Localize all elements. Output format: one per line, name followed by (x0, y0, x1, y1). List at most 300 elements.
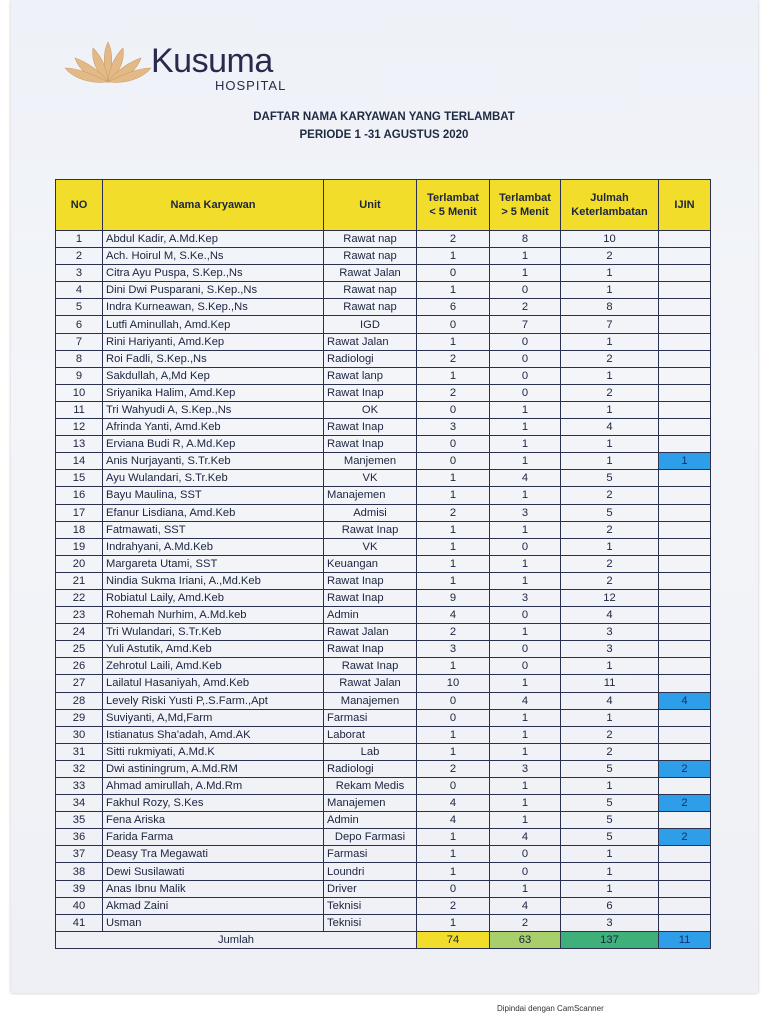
row-name: Lutfi Aminullah, Amd.Kep (103, 316, 324, 333)
row-unit: Teknisi (324, 897, 417, 914)
table-row (56, 641, 711, 658)
row-no: 38 (56, 863, 103, 880)
row-unit: Rawat nap (324, 231, 417, 248)
row-late-gt5: 0 (490, 607, 561, 624)
row-ijin (659, 624, 711, 641)
row-ijin: 2 (659, 760, 711, 777)
row-unit: Depo Farmasi (324, 829, 417, 846)
row-no: 36 (56, 829, 103, 846)
row-name: Tri Wulandari, S.Tr.Keb (103, 624, 324, 641)
row-ijin: 1 (659, 453, 711, 470)
row-ijin (659, 726, 711, 743)
row-total: 2 (561, 350, 659, 367)
row-name: Abdul Kadir, A.Md.Kep (103, 231, 324, 248)
row-late-gt5: 1 (490, 624, 561, 641)
row-total: 12 (561, 589, 659, 606)
row-total: 2 (561, 384, 659, 401)
row-late-lt5: 1 (417, 487, 490, 504)
row-no: 37 (56, 846, 103, 863)
row-no: 32 (56, 760, 103, 777)
row-no: 9 (56, 367, 103, 384)
table-row (56, 350, 711, 367)
row-no: 23 (56, 607, 103, 624)
row-ijin (659, 487, 711, 504)
row-unit: Rawat nap (324, 282, 417, 299)
row-name: Nindia Sukma Iriani, A.,Md.Keb (103, 572, 324, 589)
row-unit: Manajemen (324, 795, 417, 812)
row-late-lt5: 2 (417, 760, 490, 777)
row-late-gt5: 1 (490, 419, 561, 436)
row-late-lt5: 1 (417, 367, 490, 384)
table-row (56, 726, 711, 743)
table-row (56, 709, 711, 726)
row-ijin (659, 504, 711, 521)
row-unit: Radiologi (324, 760, 417, 777)
header-late-gt5-line1: Terlambat (499, 192, 551, 204)
row-late-gt5: 1 (490, 401, 561, 418)
row-ijin (659, 470, 711, 487)
row-late-gt5: 3 (490, 760, 561, 777)
row-name: Farida Farma (103, 829, 324, 846)
row-total: 5 (561, 470, 659, 487)
table-row (56, 829, 711, 846)
row-name: Bayu Maulina, SST (103, 487, 324, 504)
totals-label: Jumlah (56, 931, 417, 948)
row-name: Deasy Tra Megawati (103, 846, 324, 863)
row-late-gt5: 0 (490, 367, 561, 384)
row-late-gt5: 8 (490, 231, 561, 248)
row-unit: Rawat Inap (324, 521, 417, 538)
row-no: 28 (56, 692, 103, 709)
row-ijin (659, 384, 711, 401)
row-name: Sakdullah, A,Md Kep (103, 367, 324, 384)
row-no: 26 (56, 658, 103, 675)
header-total-line2: Keterlambatan (571, 206, 648, 218)
row-late-gt5: 0 (490, 538, 561, 555)
row-ijin (659, 436, 711, 453)
row-no: 34 (56, 795, 103, 812)
row-ijin (659, 658, 711, 675)
row-late-lt5: 1 (417, 572, 490, 589)
row-name: Levely Riski Yusti P,.S.Farm.,Apt (103, 692, 324, 709)
row-ijin (659, 675, 711, 692)
row-total: 1 (561, 333, 659, 350)
row-total: 4 (561, 607, 659, 624)
row-name: Yuli Astutik, Amd.Keb (103, 641, 324, 658)
row-ijin (659, 538, 711, 555)
row-total: 1 (561, 265, 659, 282)
totals-row (56, 931, 711, 948)
row-total: 1 (561, 863, 659, 880)
row-late-lt5: 2 (417, 231, 490, 248)
row-no: 41 (56, 914, 103, 931)
row-late-lt5: 1 (417, 521, 490, 538)
row-no: 21 (56, 572, 103, 589)
row-unit: Rawat nap (324, 299, 417, 316)
table-row (56, 743, 711, 760)
table-row (56, 778, 711, 795)
row-unit: Manjemen (324, 453, 417, 470)
row-total: 2 (561, 743, 659, 760)
table-header-row (56, 180, 711, 231)
row-no: 29 (56, 709, 103, 726)
row-late-gt5: 0 (490, 333, 561, 350)
table-row (56, 453, 711, 470)
row-unit: Farmasi (324, 709, 417, 726)
row-late-lt5: 1 (417, 470, 490, 487)
row-unit: Rawat Inap (324, 589, 417, 606)
row-ijin (659, 282, 711, 299)
hospital-logo (63, 38, 313, 98)
row-late-gt5: 0 (490, 863, 561, 880)
row-total: 2 (561, 521, 659, 538)
row-late-gt5: 2 (490, 914, 561, 931)
table-row (56, 436, 711, 453)
table-row (56, 419, 711, 436)
row-name: Akmad Zaini (103, 897, 324, 914)
table-row (56, 880, 711, 897)
row-late-gt5: 1 (490, 675, 561, 692)
totals-total: 137 (561, 931, 659, 948)
row-total: 5 (561, 760, 659, 777)
row-total: 5 (561, 829, 659, 846)
row-late-gt5: 1 (490, 743, 561, 760)
row-unit: Admin (324, 812, 417, 829)
row-unit: Rawat lanp (324, 367, 417, 384)
row-no: 7 (56, 333, 103, 350)
row-total: 1 (561, 282, 659, 299)
logo-wordmark: Kusuma (151, 42, 273, 80)
row-total: 1 (561, 709, 659, 726)
row-late-lt5: 0 (417, 692, 490, 709)
row-ijin (659, 846, 711, 863)
row-late-gt5: 4 (490, 829, 561, 846)
row-unit: OK (324, 401, 417, 418)
totals-lt5: 74 (417, 931, 490, 948)
row-late-lt5: 0 (417, 709, 490, 726)
table-row (56, 316, 711, 333)
row-no: 27 (56, 675, 103, 692)
row-ijin: 4 (659, 692, 711, 709)
row-late-gt5: 1 (490, 248, 561, 265)
row-no: 39 (56, 880, 103, 897)
row-late-lt5: 2 (417, 350, 490, 367)
row-late-lt5: 0 (417, 880, 490, 897)
row-name: Zehrotul Laili, Amd.Keb (103, 658, 324, 675)
row-total: 1 (561, 401, 659, 418)
row-late-lt5: 1 (417, 846, 490, 863)
row-name: Anas Ibnu Malik (103, 880, 324, 897)
row-unit: Rawat Inap (324, 572, 417, 589)
row-no: 14 (56, 453, 103, 470)
row-late-lt5: 6 (417, 299, 490, 316)
row-ijin (659, 589, 711, 606)
row-late-lt5: 10 (417, 675, 490, 692)
row-name: Dwi astiningrum, A.Md.RM (103, 760, 324, 777)
scanner-watermark: Dipindai dengan CamScanner (497, 1004, 604, 1013)
row-late-gt5: 0 (490, 641, 561, 658)
row-ijin (659, 521, 711, 538)
table-row (56, 914, 711, 931)
row-no: 5 (56, 299, 103, 316)
row-no: 12 (56, 419, 103, 436)
row-name: Usman (103, 914, 324, 931)
row-name: Tri Wahyudi A, S.Kep.,Ns (103, 401, 324, 418)
row-late-gt5: 1 (490, 778, 561, 795)
row-total: 2 (561, 726, 659, 743)
row-no: 16 (56, 487, 103, 504)
row-late-gt5: 0 (490, 658, 561, 675)
row-late-lt5: 9 (417, 589, 490, 606)
row-ijin: 2 (659, 829, 711, 846)
row-total: 4 (561, 419, 659, 436)
row-name: Robiatul Laily, Amd.Keb (103, 589, 324, 606)
header-total-line1: Julmah (590, 192, 629, 204)
header-no: NO (56, 180, 103, 231)
row-no: 24 (56, 624, 103, 641)
row-name: Dini Dwi Pusparani, S.Kep.,Ns (103, 282, 324, 299)
row-no: 13 (56, 436, 103, 453)
row-late-gt5: 3 (490, 504, 561, 521)
row-unit: Manajemen (324, 487, 417, 504)
row-late-lt5: 1 (417, 743, 490, 760)
row-no: 1 (56, 231, 103, 248)
row-no: 4 (56, 282, 103, 299)
table-row (56, 538, 711, 555)
row-ijin (659, 299, 711, 316)
row-late-lt5: 3 (417, 641, 490, 658)
row-late-lt5: 1 (417, 914, 490, 931)
row-ijin (659, 880, 711, 897)
row-late-lt5: 2 (417, 624, 490, 641)
table-row (56, 401, 711, 418)
row-total: 3 (561, 641, 659, 658)
row-late-gt5: 1 (490, 521, 561, 538)
row-total: 5 (561, 504, 659, 521)
table-row (56, 897, 711, 914)
row-ijin (659, 555, 711, 572)
row-unit: Admisi (324, 504, 417, 521)
row-unit: Rawat nap (324, 248, 417, 265)
row-late-lt5: 0 (417, 453, 490, 470)
row-unit: Rawat Inap (324, 436, 417, 453)
row-unit: Rawat Inap (324, 641, 417, 658)
row-unit: VK (324, 538, 417, 555)
row-name: Lailatul Hasaniyah, Amd.Keb (103, 675, 324, 692)
row-late-gt5: 4 (490, 692, 561, 709)
row-late-lt5: 1 (417, 333, 490, 350)
totals-gt5: 63 (490, 931, 561, 948)
row-ijin (659, 863, 711, 880)
row-name: Sriyanika Halim, Amd.Kep (103, 384, 324, 401)
table-row (56, 812, 711, 829)
row-name: Roi Fadli, S.Kep.,Ns (103, 350, 324, 367)
row-name: Indra Kurneawan, S.Kep.,Ns (103, 299, 324, 316)
header-total (561, 180, 659, 231)
totals-ijin: 11 (659, 931, 711, 948)
row-unit: Teknisi (324, 914, 417, 931)
table-row (56, 692, 711, 709)
row-unit: Lab (324, 743, 417, 760)
row-total: 2 (561, 487, 659, 504)
row-total: 1 (561, 538, 659, 555)
table-row (56, 333, 711, 350)
document-title: DAFTAR NAMA KARYAWAN YANG TERLAMBAT (253, 111, 515, 123)
table-row (56, 658, 711, 675)
row-total: 1 (561, 778, 659, 795)
document-period: PERIODE 1 -31 AGUSTUS 2020 (299, 129, 469, 141)
row-late-gt5: 1 (490, 436, 561, 453)
row-ijin: 2 (659, 795, 711, 812)
table-row (56, 521, 711, 538)
header-late-lt5-line1: Terlambat (427, 192, 479, 204)
row-late-lt5: 0 (417, 436, 490, 453)
table-row (56, 265, 711, 282)
row-name: Ayu Wulandari, S.Tr.Keb (103, 470, 324, 487)
row-late-lt5: 1 (417, 538, 490, 555)
table-row (56, 231, 711, 248)
row-name: Sitti rukmiyati, A.Md.K (103, 743, 324, 760)
row-name: Afrinda Yanti, Amd.Keb (103, 419, 324, 436)
row-ijin (659, 350, 711, 367)
row-late-lt5: 1 (417, 726, 490, 743)
row-no: 31 (56, 743, 103, 760)
row-total: 1 (561, 846, 659, 863)
row-name: Margareta Utami, SST (103, 555, 324, 572)
row-no: 10 (56, 384, 103, 401)
table-row (56, 555, 711, 572)
header-late-gt5-line2: > 5 Menit (501, 206, 549, 218)
row-name: Anis Nurjayanti, S.Tr.Keb (103, 453, 324, 470)
row-total: 2 (561, 555, 659, 572)
row-no: 20 (56, 555, 103, 572)
row-ijin (659, 231, 711, 248)
row-total: 3 (561, 624, 659, 641)
row-total: 5 (561, 795, 659, 812)
table-row (56, 384, 711, 401)
row-late-gt5: 1 (490, 572, 561, 589)
row-total: 5 (561, 812, 659, 829)
row-ijin (659, 914, 711, 931)
table-row (56, 846, 711, 863)
row-total: 6 (561, 897, 659, 914)
row-ijin (659, 316, 711, 333)
row-late-lt5: 2 (417, 504, 490, 521)
row-ijin (659, 709, 711, 726)
row-name: Suviyanti, A,Md,Farm (103, 709, 324, 726)
table-row (56, 487, 711, 504)
row-unit: Radiologi (324, 350, 417, 367)
table-row (56, 299, 711, 316)
header-unit: Unit (324, 180, 417, 231)
row-late-lt5: 1 (417, 863, 490, 880)
row-late-lt5: 1 (417, 555, 490, 572)
row-no: 8 (56, 350, 103, 367)
row-late-gt5: 1 (490, 795, 561, 812)
row-unit: Rawat Inap (324, 658, 417, 675)
header-ijin: IJIN (659, 180, 711, 231)
row-late-gt5: 0 (490, 846, 561, 863)
table-row (56, 589, 711, 606)
logo-subtitle: HOSPITAL (215, 78, 287, 93)
table-row (56, 607, 711, 624)
row-total: 1 (561, 367, 659, 384)
row-late-lt5: 3 (417, 419, 490, 436)
header-late-lt5-line2: < 5 Menit (429, 206, 477, 218)
row-late-lt5: 1 (417, 282, 490, 299)
table-row (56, 572, 711, 589)
row-unit: Rawat Jalan (324, 333, 417, 350)
row-total: 11 (561, 675, 659, 692)
row-unit: Rawat Jalan (324, 675, 417, 692)
row-late-gt5: 1 (490, 555, 561, 572)
row-late-gt5: 7 (490, 316, 561, 333)
row-no: 25 (56, 641, 103, 658)
row-unit: Rawat Jalan (324, 624, 417, 641)
row-late-lt5: 1 (417, 829, 490, 846)
row-total: 10 (561, 231, 659, 248)
row-ijin (659, 248, 711, 265)
header-name: Nama Karyawan (103, 180, 324, 231)
table-row (56, 624, 711, 641)
row-no: 35 (56, 812, 103, 829)
row-late-gt5: 0 (490, 384, 561, 401)
row-late-lt5: 0 (417, 401, 490, 418)
lotus-icon (63, 38, 153, 88)
row-late-lt5: 2 (417, 897, 490, 914)
row-ijin (659, 572, 711, 589)
row-no: 33 (56, 778, 103, 795)
row-ijin (659, 641, 711, 658)
row-late-gt5: 4 (490, 897, 561, 914)
row-unit: Rawat Inap (324, 384, 417, 401)
row-unit: Farmasi (324, 846, 417, 863)
row-ijin (659, 607, 711, 624)
row-unit: Loundri (324, 863, 417, 880)
table-row (56, 504, 711, 521)
row-unit: VK (324, 470, 417, 487)
row-late-lt5: 0 (417, 316, 490, 333)
row-late-gt5: 2 (490, 299, 561, 316)
row-late-lt5: 0 (417, 265, 490, 282)
table-row (56, 675, 711, 692)
row-name: Rini Hariyanti, Amd.Kep (103, 333, 324, 350)
row-name: Fena Ariska (103, 812, 324, 829)
row-ijin (659, 401, 711, 418)
header-late-lt5 (417, 180, 490, 231)
row-ijin (659, 419, 711, 436)
row-unit: Manajemen (324, 692, 417, 709)
row-total: 3 (561, 914, 659, 931)
row-late-lt5: 2 (417, 384, 490, 401)
row-late-gt5: 1 (490, 880, 561, 897)
row-unit: Laborat (324, 726, 417, 743)
row-unit: IGD (324, 316, 417, 333)
row-late-gt5: 0 (490, 282, 561, 299)
row-late-gt5: 0 (490, 350, 561, 367)
row-total: 2 (561, 248, 659, 265)
row-unit: Admin (324, 607, 417, 624)
row-late-gt5: 1 (490, 709, 561, 726)
row-name: Istianatus Sha'adah, Amd.AK (103, 726, 324, 743)
row-late-gt5: 1 (490, 812, 561, 829)
table-row (56, 282, 711, 299)
row-ijin (659, 333, 711, 350)
table-row (56, 470, 711, 487)
row-total: 2 (561, 572, 659, 589)
row-name: Indrahyani, A.Md.Keb (103, 538, 324, 555)
row-unit: Rekam Medis (324, 778, 417, 795)
